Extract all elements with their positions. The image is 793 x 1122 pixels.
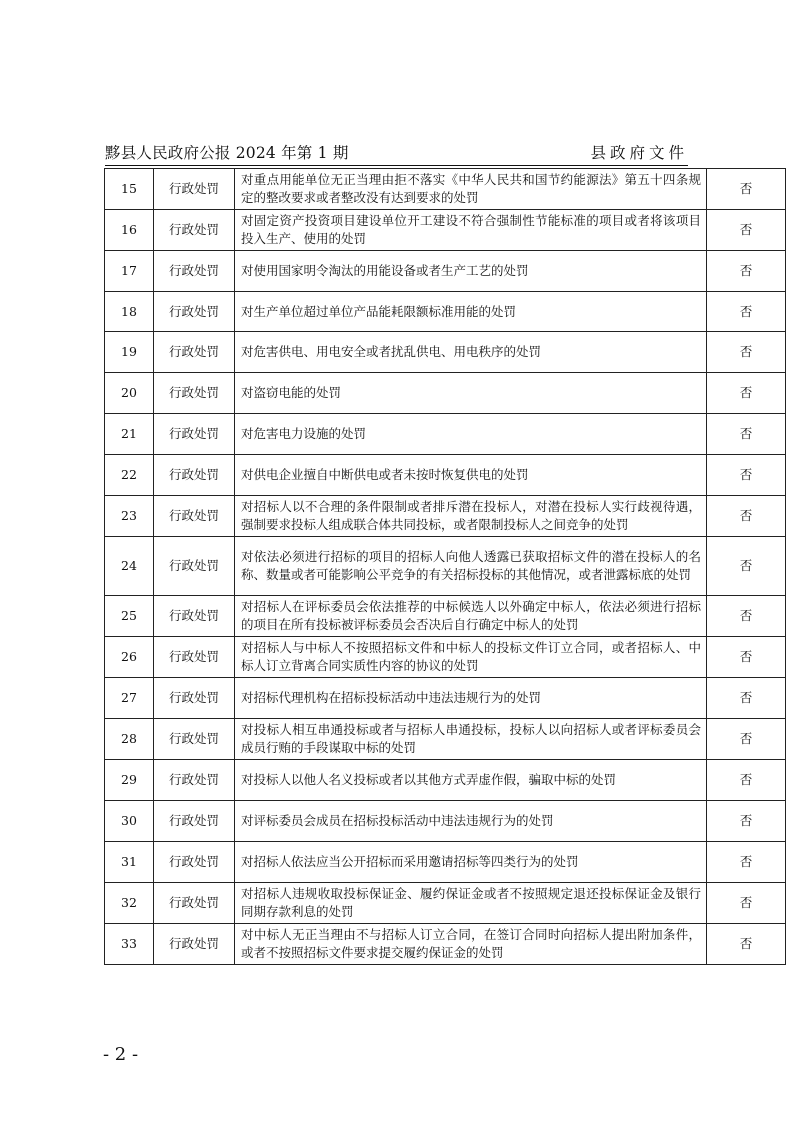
item-description: 对评标委员会成员在招标投标活动中违法违规行为的处罚 bbox=[235, 801, 707, 842]
item-number: 32 bbox=[105, 883, 154, 924]
table-row bbox=[105, 842, 786, 883]
item-type: 行政处罚 bbox=[154, 801, 235, 842]
item-type: 行政处罚 bbox=[154, 169, 235, 210]
item-number: 16 bbox=[105, 210, 154, 251]
table-row bbox=[105, 678, 786, 719]
table-row bbox=[105, 455, 786, 496]
item-type: 行政处罚 bbox=[154, 760, 235, 801]
item-type: 行政处罚 bbox=[154, 332, 235, 373]
item-description: 对招标人在评标委员会依法推荐的中标候选人以外确定中标人，依法必须进行招标的项目在所有投标被评标委员会否决后自行确定中标人的处罚 bbox=[235, 596, 707, 637]
header-divider bbox=[105, 165, 688, 166]
table-row bbox=[105, 719, 786, 760]
item-flag: 否 bbox=[707, 292, 786, 332]
item-number: 24 bbox=[105, 537, 154, 596]
table-row bbox=[105, 637, 786, 678]
item-description: 对生产单位超过单位产品能耗限额标准用能的处罚 bbox=[235, 292, 707, 332]
item-number: 26 bbox=[105, 637, 154, 678]
table-row bbox=[105, 801, 786, 842]
item-number: 29 bbox=[105, 760, 154, 801]
item-flag: 否 bbox=[707, 760, 786, 801]
item-flag: 否 bbox=[707, 883, 786, 924]
item-number: 31 bbox=[105, 842, 154, 883]
item-description: 对固定资产投资项目建设单位开工建设不符合强制性节能标准的项目或者将该项目投入生产、使用的处罚 bbox=[235, 210, 707, 251]
item-type: 行政处罚 bbox=[154, 210, 235, 251]
page-number: - 2 - bbox=[103, 1044, 139, 1065]
item-flag: 否 bbox=[707, 251, 786, 292]
table-row bbox=[105, 760, 786, 801]
item-description: 对危害供电、用电安全或者扰乱供电、用电秩序的处罚 bbox=[235, 332, 707, 373]
item-type: 行政处罚 bbox=[154, 883, 235, 924]
table-row bbox=[105, 924, 786, 965]
penalty-items-table bbox=[104, 168, 786, 965]
item-type: 行政处罚 bbox=[154, 496, 235, 537]
item-number: 33 bbox=[105, 924, 154, 965]
gazette-title: 黟县人民政府公报 2024 年第 1 期 bbox=[105, 144, 349, 162]
table-row bbox=[105, 596, 786, 637]
item-number: 25 bbox=[105, 596, 154, 637]
item-type: 行政处罚 bbox=[154, 251, 235, 292]
table-row bbox=[105, 210, 786, 251]
item-description: 对中标人无正当理由不与招标人订立合同，在签订合同时向招标人提出附加条件，或者不按照招标文件要求提交履约保证金的处罚 bbox=[235, 924, 707, 965]
table-row bbox=[105, 496, 786, 537]
item-description: 对招标人与中标人不按照招标文件和中标人的投标文件订立合同，或者招标人、中标人订立背离合同实质性内容的协议的处罚 bbox=[235, 637, 707, 678]
item-number: 19 bbox=[105, 332, 154, 373]
item-type: 行政处罚 bbox=[154, 678, 235, 719]
item-description: 对投标人相互串通投标或者与招标人串通投标，投标人以向招标人或者评标委员会成员行贿的手段谋取中标的处罚 bbox=[235, 719, 707, 760]
item-flag: 否 bbox=[707, 455, 786, 496]
item-description: 对依法必须进行招标的项目的招标人向他人透露已获取招标文件的潜在投标人的名称、数量或者可能影响公平竞争的有关招标投标的其他情况，或者泄露标底的处罚 bbox=[235, 537, 707, 596]
item-type: 行政处罚 bbox=[154, 719, 235, 760]
item-description: 对危害电力设施的处罚 bbox=[235, 414, 707, 455]
item-flag: 否 bbox=[707, 496, 786, 537]
item-type: 行政处罚 bbox=[154, 537, 235, 596]
item-flag: 否 bbox=[707, 842, 786, 883]
item-flag: 否 bbox=[707, 332, 786, 373]
item-flag: 否 bbox=[707, 924, 786, 965]
table-row bbox=[105, 332, 786, 373]
table-row bbox=[105, 537, 786, 596]
item-description: 对招标人以不合理的条件限制或者排斥潜在投标人，对潜在投标人实行歧视待遇，强制要求投标人组成联合体共同投标，或者限制投标人之间竞争的处罚 bbox=[235, 496, 707, 537]
item-flag: 否 bbox=[707, 596, 786, 637]
item-number: 18 bbox=[105, 292, 154, 332]
item-number: 22 bbox=[105, 455, 154, 496]
item-number: 15 bbox=[105, 169, 154, 210]
item-description: 对供电企业擅自中断供电或者未按时恢复供电的处罚 bbox=[235, 455, 707, 496]
item-type: 行政处罚 bbox=[154, 924, 235, 965]
item-description: 对使用国家明令淘汰的用能设备或者生产工艺的处罚 bbox=[235, 251, 707, 292]
item-number: 20 bbox=[105, 373, 154, 414]
item-flag: 否 bbox=[707, 537, 786, 596]
section-title: 县政府文件 bbox=[590, 144, 688, 162]
item-flag: 否 bbox=[707, 801, 786, 842]
item-flag: 否 bbox=[707, 373, 786, 414]
item-type: 行政处罚 bbox=[154, 373, 235, 414]
item-description: 对重点用能单位无正当理由拒不落实《中华人民共和国节约能源法》第五十四条规定的整改要求或者整改没有达到要求的处罚 bbox=[235, 169, 707, 210]
item-number: 30 bbox=[105, 801, 154, 842]
item-number: 17 bbox=[105, 251, 154, 292]
page-header bbox=[105, 141, 688, 165]
item-number: 28 bbox=[105, 719, 154, 760]
item-number: 23 bbox=[105, 496, 154, 537]
table-row bbox=[105, 373, 786, 414]
item-flag: 否 bbox=[707, 414, 786, 455]
item-description: 对招标人违规收取投标保证金、履约保证金或者不按照规定退还投标保证金及银行同期存款利息的处罚 bbox=[235, 883, 707, 924]
item-type: 行政处罚 bbox=[154, 842, 235, 883]
item-description: 对招标人依法应当公开招标而采用邀请招标等四类行为的处罚 bbox=[235, 842, 707, 883]
item-type: 行政处罚 bbox=[154, 414, 235, 455]
item-flag: 否 bbox=[707, 210, 786, 251]
item-flag: 否 bbox=[707, 637, 786, 678]
table-row bbox=[105, 883, 786, 924]
table-row bbox=[105, 251, 786, 292]
item-type: 行政处罚 bbox=[154, 637, 235, 678]
item-flag: 否 bbox=[707, 678, 786, 719]
item-flag: 否 bbox=[707, 169, 786, 210]
table-row bbox=[105, 414, 786, 455]
table-row bbox=[105, 292, 786, 332]
item-description: 对招标代理机构在招标投标活动中违法违规行为的处罚 bbox=[235, 678, 707, 719]
item-flag: 否 bbox=[707, 719, 786, 760]
item-description: 对投标人以他人名义投标或者以其他方式弄虚作假，骗取中标的处罚 bbox=[235, 760, 707, 801]
item-type: 行政处罚 bbox=[154, 455, 235, 496]
table-row bbox=[105, 169, 786, 210]
item-number: 21 bbox=[105, 414, 154, 455]
item-description: 对盗窃电能的处罚 bbox=[235, 373, 707, 414]
item-type: 行政处罚 bbox=[154, 596, 235, 637]
item-number: 27 bbox=[105, 678, 154, 719]
item-type: 行政处罚 bbox=[154, 292, 235, 332]
